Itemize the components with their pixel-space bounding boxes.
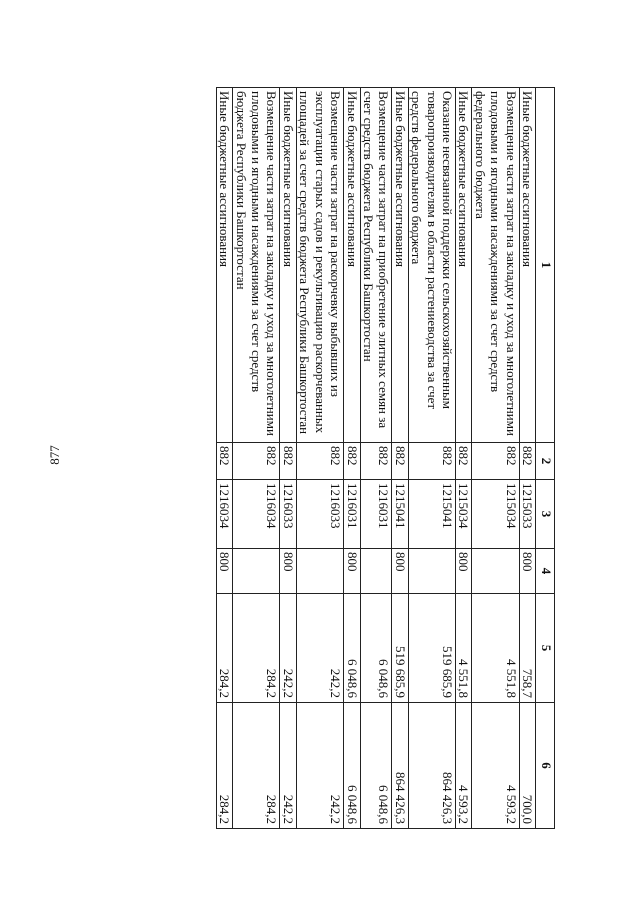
row-value-2014: 864 426,3 <box>392 703 408 829</box>
table-row <box>408 88 455 829</box>
row-target-code: 1215041 <box>408 480 455 549</box>
table-row <box>216 88 232 829</box>
row-value-2014: 6 048,6 <box>360 703 392 829</box>
row-value-2014: 4 593,2 <box>472 703 519 829</box>
row-value-2014: 6 048,6 <box>344 703 360 829</box>
row-ministry-code: 882 <box>392 443 408 480</box>
table-row <box>344 88 360 829</box>
row-target-code: 1216034 <box>216 480 232 549</box>
table-row <box>472 88 519 829</box>
row-target-code: 1216034 <box>233 480 280 549</box>
row-value-2013: 519 685,9 <box>392 594 408 703</box>
header-cell-2: 2 <box>536 443 555 480</box>
table-row <box>280 88 296 829</box>
row-value-2013: 6 048,6 <box>344 594 360 703</box>
row-ministry-code: 882 <box>472 443 519 480</box>
row-ministry-code: 882 <box>296 443 343 480</box>
row-description: Иные бюджетные ассигнования <box>519 88 535 443</box>
row-value-2014: 284,2 <box>233 703 280 829</box>
row-expense-type: 800 <box>216 549 232 594</box>
row-expense-type: 800 <box>280 549 296 594</box>
row-description: Возмещение части затрат на закладку и уход за многолетними плодовыми и ягодными насаждениями за счет средств федерального бюджета <box>472 88 519 443</box>
row-value-2013: 4 551,8 <box>472 594 519 703</box>
row-description: Возмещение части затрат на закладку и уход за многолетними плодовыми и ягодными насаждениями за счет средств бюджета Республики Башкортостан <box>233 88 280 443</box>
row-description: Оказание несвязанной поддержки сельскохозяйственным товаропроизводителям в области растениеводства за счет средств федерального бюджета <box>408 88 455 443</box>
row-value-2013: 284,2 <box>233 594 280 703</box>
row-ministry-code: 882 <box>280 443 296 480</box>
row-ministry-code: 882 <box>233 443 280 480</box>
row-ministry-code: 882 <box>519 443 535 480</box>
row-value-2013: 4 551,8 <box>455 594 471 703</box>
row-value-2014: 242,2 <box>280 703 296 829</box>
row-value-2014: 700,0 <box>519 703 535 829</box>
row-value-2013: 758,7 <box>519 594 535 703</box>
row-expense-type <box>233 549 280 594</box>
row-description: Иные бюджетные ассигнования <box>392 88 408 443</box>
table-row <box>360 88 392 829</box>
row-expense-type <box>296 549 343 594</box>
row-value-2014: 242,2 <box>296 703 343 829</box>
row-target-code: 1215034 <box>455 480 471 549</box>
table-row <box>519 88 535 829</box>
table-row <box>233 88 280 829</box>
row-target-code: 1215041 <box>392 480 408 549</box>
row-value-2014: 4 593,2 <box>455 703 471 829</box>
header-cell-3: 3 <box>536 480 555 549</box>
row-expense-type: 800 <box>392 549 408 594</box>
row-value-2013: 6 048,6 <box>360 594 392 703</box>
row-ministry-code: 882 <box>360 443 392 480</box>
rotated-table-container <box>98 87 555 828</box>
row-target-code: 1216033 <box>296 480 343 549</box>
row-expense-type: 800 <box>344 549 360 594</box>
row-description: Иные бюджетные ассигнования <box>344 88 360 443</box>
row-target-code: 1215033 <box>519 480 535 549</box>
row-ministry-code: 882 <box>216 443 232 480</box>
budget-table <box>216 87 555 829</box>
row-expense-type <box>472 549 519 594</box>
table-row <box>296 88 343 829</box>
row-expense-type <box>408 549 455 594</box>
row-target-code: 1216031 <box>344 480 360 549</box>
header-cell-1: 1 <box>536 88 555 443</box>
row-value-2013: 242,2 <box>296 594 343 703</box>
page-number: 877 <box>47 445 62 465</box>
row-target-code: 1215034 <box>472 480 519 549</box>
header-row <box>536 88 555 829</box>
table-row <box>455 88 471 829</box>
row-target-code: 1216031 <box>360 480 392 549</box>
row-description: Иные бюджетные ассигнования <box>455 88 471 443</box>
row-expense-type: 800 <box>455 549 471 594</box>
header-cell-5: 5 <box>536 594 555 703</box>
row-description: Возмещение части затрат на раскорчевку выбывших из эксплуатации старых садов и рекультивацию раскорчеванных площадей за счет средств бюджета Республики Башкортостан <box>296 88 343 443</box>
row-description: Возмещение части затрат на приобретение элитных семян за счет средств бюджета Республики Башкортостан <box>360 88 392 443</box>
row-target-code: 1216033 <box>280 480 296 549</box>
row-value-2013: 284,2 <box>216 594 232 703</box>
row-value-2013: 242,2 <box>280 594 296 703</box>
header-cell-6: 6 <box>536 703 555 829</box>
row-ministry-code: 882 <box>344 443 360 480</box>
row-description: Иные бюджетные ассигнования <box>216 88 232 443</box>
row-description: Иные бюджетные ассигнования <box>280 88 296 443</box>
row-value-2013: 519 685,9 <box>408 594 455 703</box>
row-ministry-code: 882 <box>455 443 471 480</box>
row-value-2014: 864 426,3 <box>408 703 455 829</box>
table-row <box>392 88 408 829</box>
row-expense-type: 800 <box>519 549 535 594</box>
row-value-2014: 284,2 <box>216 703 232 829</box>
header-cell-4: 4 <box>536 549 555 594</box>
row-ministry-code: 882 <box>408 443 455 480</box>
row-expense-type <box>360 549 392 594</box>
